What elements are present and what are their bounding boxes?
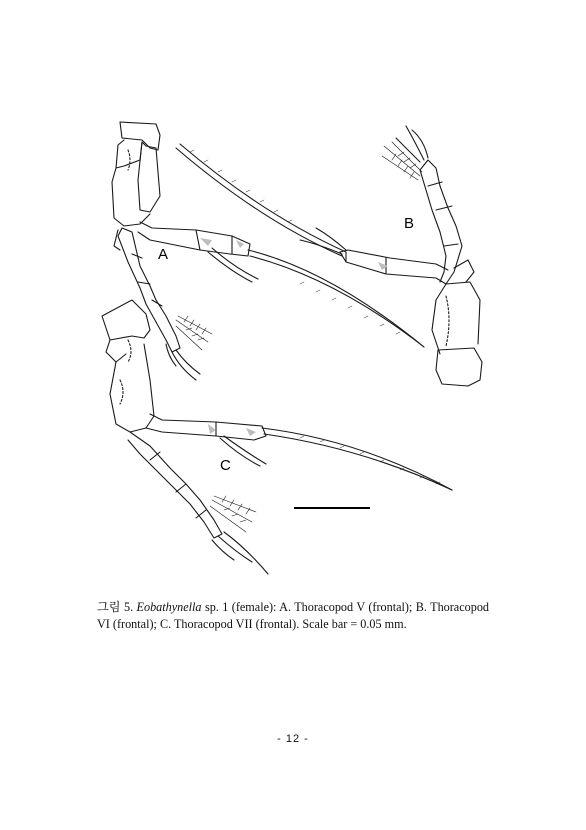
plumose-setae-b	[382, 142, 422, 180]
label-c: C	[220, 457, 231, 474]
setules-c	[300, 436, 440, 484]
caption-text: sp. 1 (female): A. Thoracopod V (frontal); B. Thoracopod VI (frontal); C. Thoracopod VII (frontal). Scale bar = 0.05 mm.	[97, 600, 490, 631]
label-b: B	[404, 215, 415, 232]
setules-b	[190, 150, 292, 222]
caption-genus: Eobathynella	[136, 600, 202, 614]
page-number: - 12 -	[277, 733, 309, 745]
figure-caption	[97, 599, 489, 632]
plumose-setae-a	[176, 316, 212, 350]
plumose-setae-c	[210, 496, 256, 532]
caption-prefix: 그림 5.	[97, 600, 137, 614]
label-a: A	[158, 246, 169, 263]
setules-a	[300, 282, 400, 334]
appendage-c	[102, 300, 452, 574]
